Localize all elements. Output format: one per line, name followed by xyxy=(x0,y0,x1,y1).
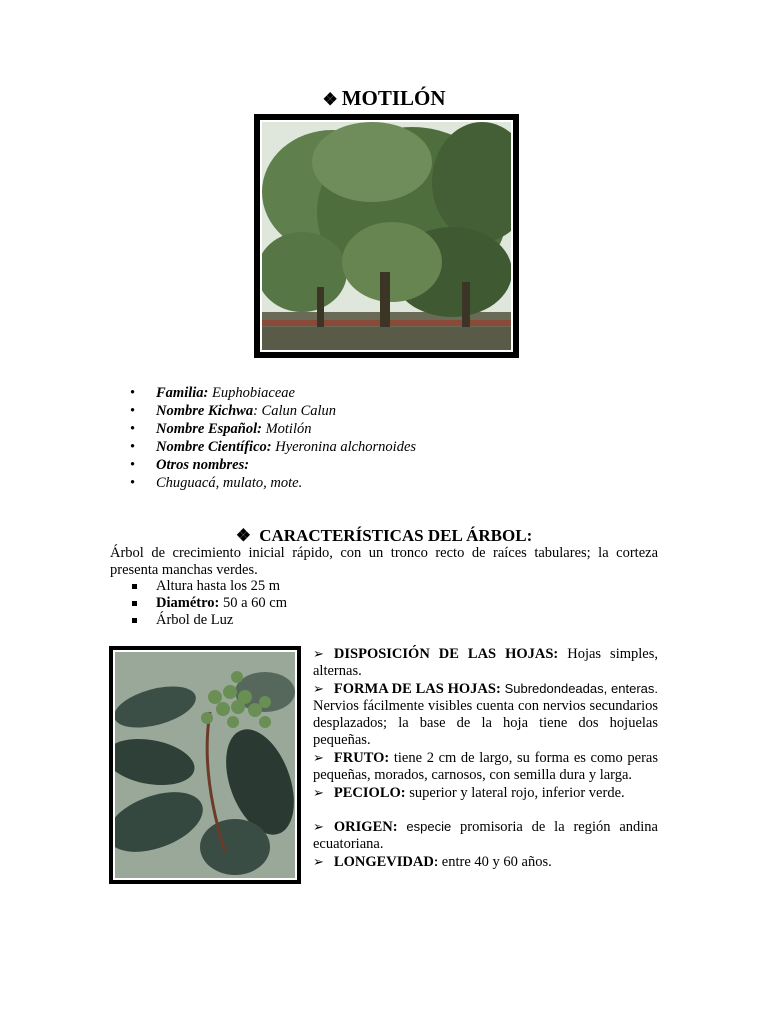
facts-list xyxy=(130,384,416,492)
tree-photo xyxy=(254,114,519,358)
characteristics-list xyxy=(130,578,287,629)
page-title: ❖ MOTILÓN xyxy=(322,86,446,110)
detail-origen: ➢ ORIGEN: especie promisoria de la región andina ecuatoriana. xyxy=(313,819,658,852)
diamond-bullet-icon: ❖ xyxy=(235,526,251,545)
fact-otros: • Otros nombres: xyxy=(130,456,416,474)
fact-kichwa: • Nombre Kichwa: Calun Calun xyxy=(130,402,416,420)
arrow-bullet-icon: ➢ xyxy=(313,819,324,834)
detail-forma: ➢ FORMA DE LAS HOJAS: Subredondeadas, enteras. Nervios fácilmente visibles cuenta con nervios secundarios desplazados; la base de la hoja tiene dos hojuelas pequeñas. xyxy=(313,681,658,748)
details-block xyxy=(313,645,658,871)
arrow-bullet-icon: ➢ xyxy=(313,854,324,869)
leaf-image xyxy=(115,652,295,878)
tree-image xyxy=(262,122,511,350)
arrow-bullet-icon: ➢ xyxy=(313,646,324,661)
diamond-bullet-icon: ❖ xyxy=(322,90,338,109)
arrow-bullet-icon: ➢ xyxy=(313,750,324,765)
leaf-photo xyxy=(109,646,301,884)
detail-longevidad: ➢ LONGEVIDAD: entre 40 y 60 años. xyxy=(313,854,552,870)
fact-otros-values: • Chuguacá, mulato, mote. xyxy=(130,474,416,492)
fact-cientifico: • Nombre Científico: Hyeronina alchornoides xyxy=(130,438,416,456)
fact-espanol: • Nombre Español: Motilón xyxy=(130,420,416,438)
section-paragraph: Árbol de crecimiento inicial rápido, con un tronco recto de raíces tabulares; la corteza presenta manchas verdes. xyxy=(110,545,658,578)
detail-fruto: ➢ FRUTO: tiene 2 cm de largo, su forma es como peras pequeñas, morados, carnosos, con semilla dura y larga. xyxy=(313,750,658,783)
arrow-bullet-icon: ➢ xyxy=(313,785,324,800)
char-altura: Altura hasta los 25 m xyxy=(130,578,287,595)
section-title: ❖ CARACTERÍSTICAS DEL ÁRBOL: xyxy=(235,526,533,545)
char-luz: Árbol de Luz xyxy=(130,612,287,629)
char-diametro: Diamétro: 50 a 60 cm xyxy=(130,595,287,612)
arrow-bullet-icon: ➢ xyxy=(313,681,324,696)
detail-disposicion: ➢ DISPOSICIÓN DE LAS HOJAS: Hojas simples, alternas. xyxy=(313,646,658,679)
fact-familia: • Familia: Euphobiaceae xyxy=(130,384,416,402)
detail-peciolo: ➢ PECIOLO: superior y lateral rojo, inferior verde. xyxy=(313,785,625,801)
